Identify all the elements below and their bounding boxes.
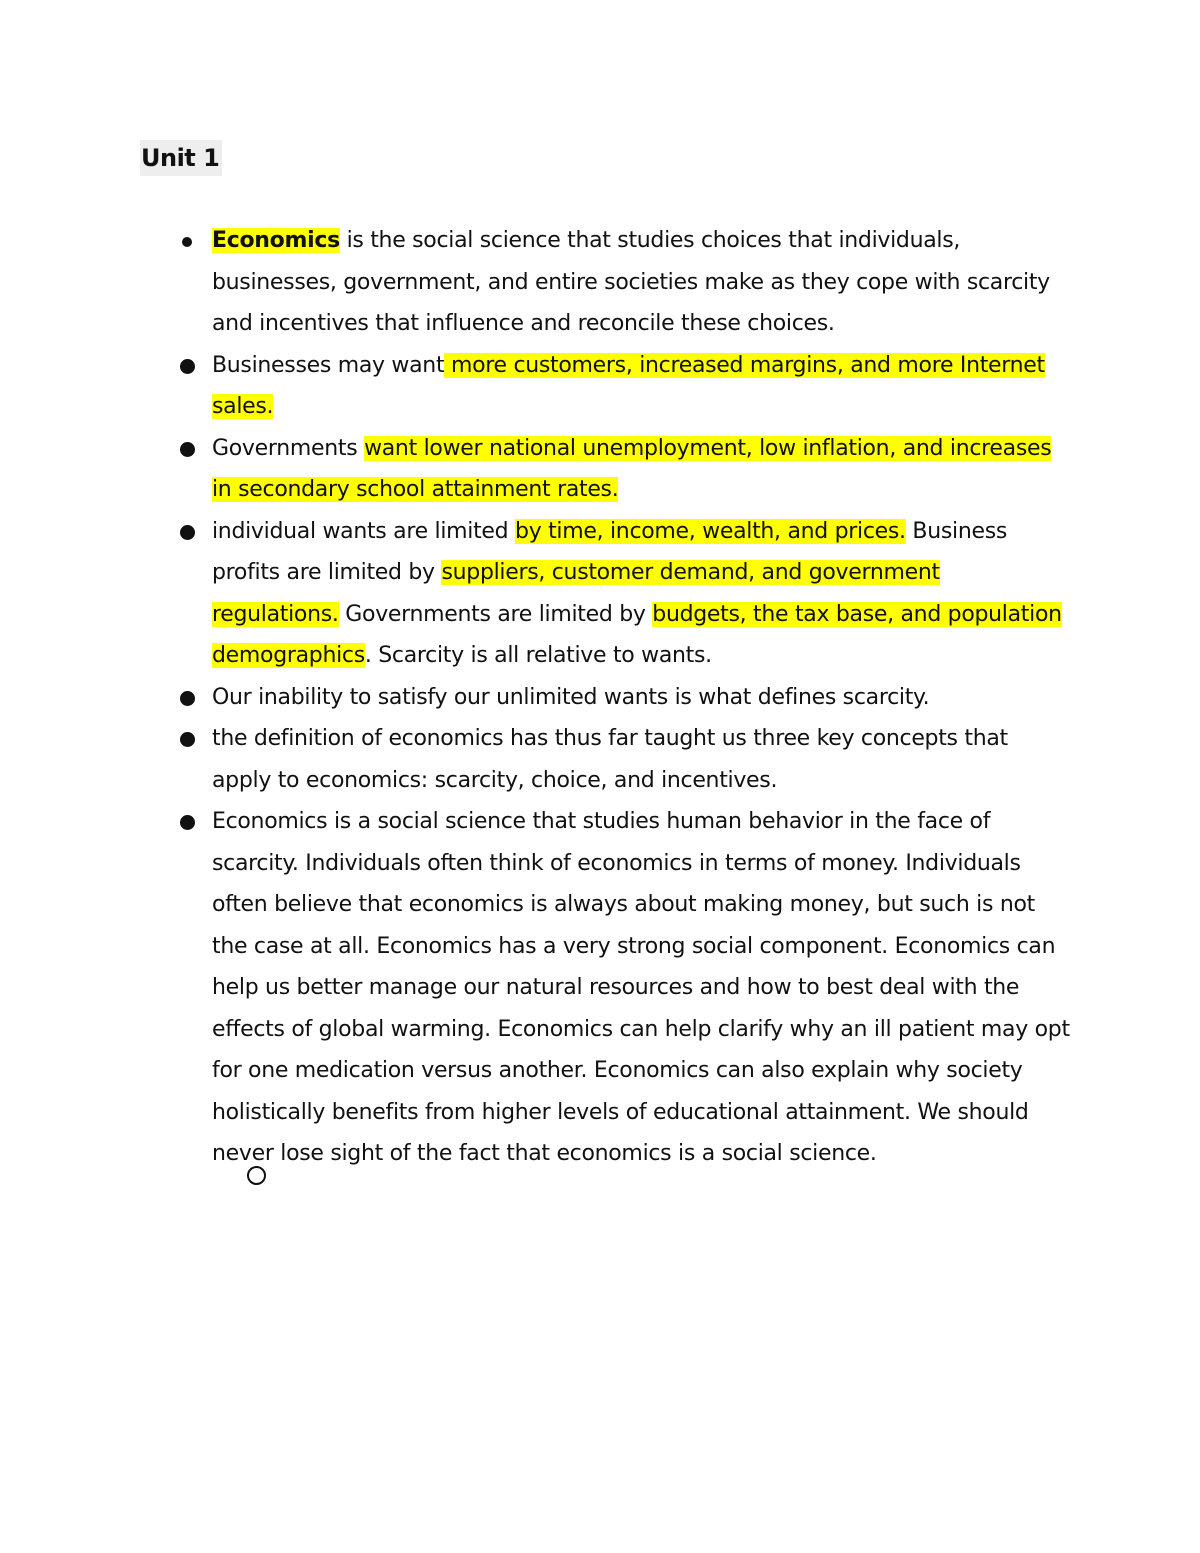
highlighted-text: Economics (212, 228, 340, 253)
highlighted-text: want lower national unemployment, low inflation, and increases in secondary school attainment rates. (212, 435, 1052, 502)
list-item (212, 511, 1072, 677)
bullet-icon (180, 442, 195, 457)
list-item (212, 428, 1072, 511)
text-run: Our inability to satisfy our unlimited wants is what defines scarcity. (212, 684, 930, 710)
hollow-sub-bullet-icon (247, 1166, 266, 1185)
list-item (212, 345, 1072, 428)
text-run: Businesses may want (212, 352, 445, 378)
bullet-icon (180, 732, 195, 747)
list-item (212, 677, 1072, 719)
highlighted-text: more customers, increased margins, and more Internet sales. (212, 352, 1045, 419)
highlighted-text: suppliers, customer demand, and government regulations. (212, 560, 940, 627)
text-run: Economics is a social science that studies human behavior in the face of scarcity. Individuals often think of economics in terms of money. Individuals often believe that economics is always about making money, but such is not the case at all. Economics has a very strong social component. Economics can help us better manage our natural resources and how to best deal with the effects of global warming. Economics can help clarify why an ill patient may opt for one medication versus another. Economics can also explain why society holistically benefits from higher levels of educational attainment. We should never lose sight of the fact that economics is a social science. (212, 809, 1070, 1166)
list-item (212, 718, 1072, 801)
text-run: is the social science that studies choices that individuals, businesses, government, and entire societies make as they cope with scarcity and incentives that influence and reconcile these choices. (212, 228, 1050, 336)
page-title: Unit 1 (140, 140, 222, 176)
highlighted-text: budgets, the tax base, and population demographics (212, 601, 1062, 668)
list-item (212, 220, 1072, 345)
bullet-icon (180, 525, 195, 540)
list-item (212, 801, 1072, 1175)
bullet-icon (180, 359, 195, 374)
highlighted-text: by time, income, wealth, and prices. (515, 518, 906, 544)
text-run: Governments (212, 435, 365, 461)
text-run: Business profits are limited by (212, 518, 1008, 585)
bullet-icon (182, 237, 192, 247)
text-run: Governments are limited by (338, 601, 653, 627)
text-run: the definition of economics has thus far taught us three key concepts that apply to economics: scarcity, choice, and incentives. (212, 726, 1008, 793)
bullet-icon (180, 815, 195, 830)
text-run: . Scarcity is all relative to wants. (364, 643, 712, 668)
bullet-list (212, 220, 1072, 1175)
text-run: individual wants are limited (212, 518, 516, 544)
bullet-icon (180, 691, 195, 706)
